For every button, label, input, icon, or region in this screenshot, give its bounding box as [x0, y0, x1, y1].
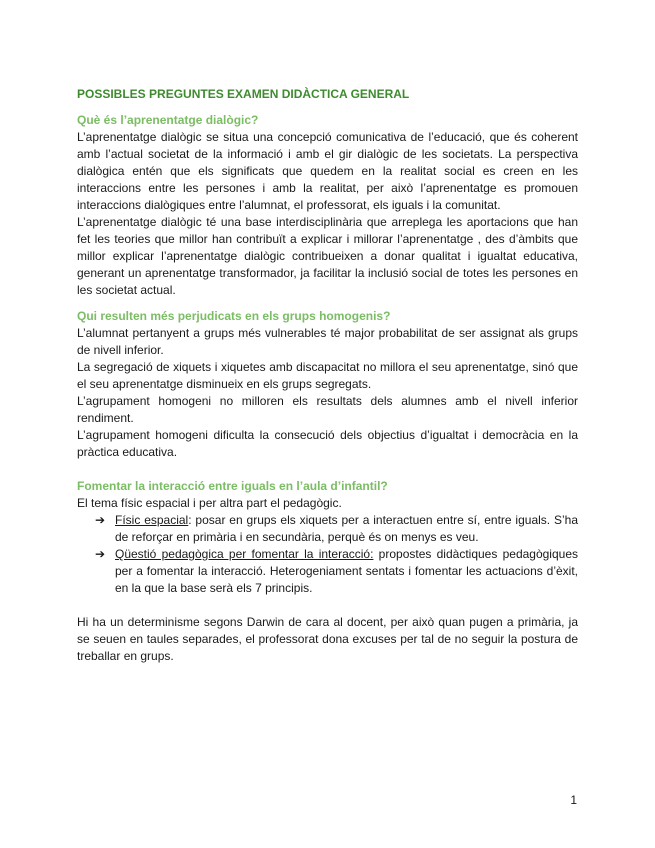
paragraph: El tema físic espacial i per altra part el pedagògic.	[77, 496, 342, 510]
page-number: 1	[570, 793, 577, 807]
paragraph: La segregació de xiquets i xiquetes amb discapacitat no millora el seu aprenentatge, sinó que el seu aprenentatge disminueix en els grups segregats.	[77, 360, 578, 391]
paragraph: L’agrupament homogeni no milloren els resultats dels alumnes amb el nivell inferior rendiment.	[77, 394, 578, 425]
paragraph: L’aprenentatge dialògic se situa una concepció comunicativa de l’educació, que és coherent amb l’actual societat de la informació i amb el gir dialògic de les societats. La perspectiva dialògica entén que els significats que quedem en la realitat social es creen en les interaccions entre les persones i amb la realitat, per això l’aprenentatge es promouen interaccions dialògiques entre l’alumnat, el professorat, els iguals i la comunitat.	[77, 130, 578, 212]
bullet-term: Qüestió pedagògica per fomentar la interacció:	[115, 547, 374, 561]
bullet-text: : posar en grups els xiquets per a interactuen entre sí, entre iguals. S’ha de reforçar en primària i en secundària, perquè és on menys es veu.	[115, 513, 578, 544]
document-page	[77, 86, 578, 665]
bullet-term: Físic espacial	[115, 513, 189, 527]
document-title: POSSIBLES PREGUNTES EXAMEN DIDÀCTICA GENERAL	[77, 87, 410, 101]
paragraph: L’alumnat pertanyent a grups més vulnerables té major probabilitat de ser assignat als grups de nivell inferior.	[77, 326, 578, 357]
section-heading-peer-interaction: Fomentar la interacció entre iguals en l’aula d’infantil?	[77, 479, 388, 493]
paragraph: Hi ha un determinisme segons Darwin de cara al docent, per això quan pugen a primària, ja se seuen en taules separades, el professorat dona excuses per tal de no seguir la postura de treballar en grups.	[77, 615, 578, 663]
bullet-list	[77, 512, 578, 597]
section-heading-homogeneous-groups: Qui resulten més perjudicats en els grups homogenis?	[77, 309, 391, 323]
section-heading-dialogic: Què és l’aprenentatge dialògic?	[77, 113, 259, 127]
list-item	[95, 546, 578, 597]
paragraph: L’agrupament homogeni dificulta la consecució dels objectius d’igualtat i democràcia en la pràctica educativa.	[77, 428, 578, 459]
arrow-bullet-icon: ➔	[95, 513, 106, 527]
arrow-bullet-icon: ➔	[95, 547, 106, 561]
bullet-text: propostes didàctiques pedagògiques per a fomentar la interacció. Heterogeniament sentats i fomentar les actuacions d’èxit, en la que la base serà els 7 principis.	[115, 547, 578, 595]
paragraph: L’aprenentatge dialògic té una base interdisciplinària que arreplega les aportacions que han fet les teories que millor han contribuït a explicar i millorar l’aprenentatge , des d’àmbits que millor explicar l’aprenentatge dialògic contribueixen a donar qualitat i igualtat educativa, generant un aprenentatge transformador, ja facilitar la inclusió social de totes les persones en les societat actual.	[77, 215, 578, 297]
list-item	[95, 512, 578, 546]
